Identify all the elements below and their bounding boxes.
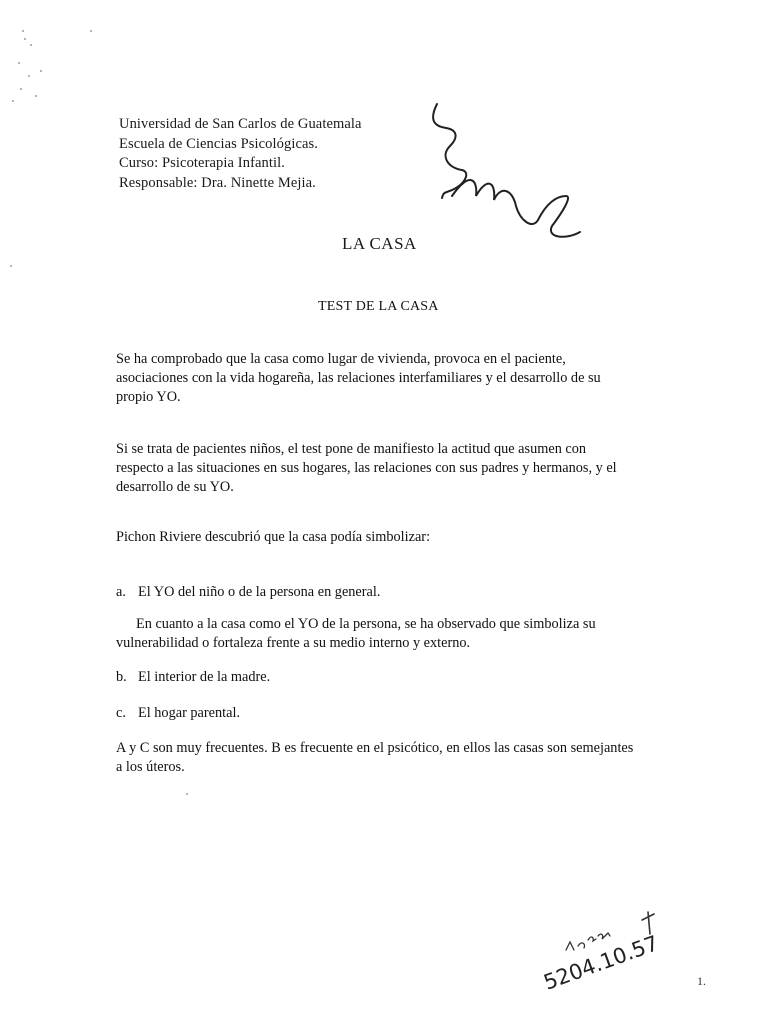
list-item-text: El YO del niño o de la persona en general. — [138, 584, 381, 600]
paragraph: Pichon Riviere descubrió que la casa podía simbolizar: — [116, 529, 431, 545]
handwritten-number: 5204.10.57 — [540, 931, 662, 995]
document-subtitle: TEST DE LA CASA — [318, 299, 439, 314]
responsible-name: Responsable: Dra. Ninette Mejia. — [119, 174, 316, 191]
list-item-text: El hogar parental. — [138, 705, 241, 721]
document-title: LA CASA — [342, 234, 417, 253]
list-item-letter: a. — [116, 584, 126, 600]
list-item-text: El interior de la madre. — [138, 669, 271, 685]
school-name: Escuela de Ciencias Psicológicas. — [119, 135, 318, 152]
paragraph: Se ha comprobado que la casa como lugar de vivienda, provoca en el paciente, asociaciones con la vida hogareña, las relaciones interfamiliares y el desarrollo de su propio YO. — [116, 351, 601, 405]
course-name: Curso: Psicoterapia Infantil. — [119, 155, 285, 171]
page-number: 1. — [697, 974, 706, 988]
list-item-letter: c. — [116, 705, 126, 721]
list-item-letter: b. — [116, 669, 127, 685]
university-name: Universidad de San Carlos de Guatemala — [119, 116, 362, 132]
closing-paragraph: A y C son muy frecuentes. B es frecuente en el psicótico, en ellos las casas son semejantes a los úteros. — [116, 740, 634, 775]
list-item-a-note: En cuanto a la casa como el YO de la persona, se ha observado que simboliza su vulnerabilidad o fortaleza frente a su medio interno y externo. — [116, 616, 596, 651]
paragraph: Si se trata de pacientes niños, el test pone de manifiesto la actitud que asumen con respecto a las situaciones en sus hogares, las relaciones con sus padres y hermanos, y el desarrollo de su YO. — [116, 441, 617, 495]
